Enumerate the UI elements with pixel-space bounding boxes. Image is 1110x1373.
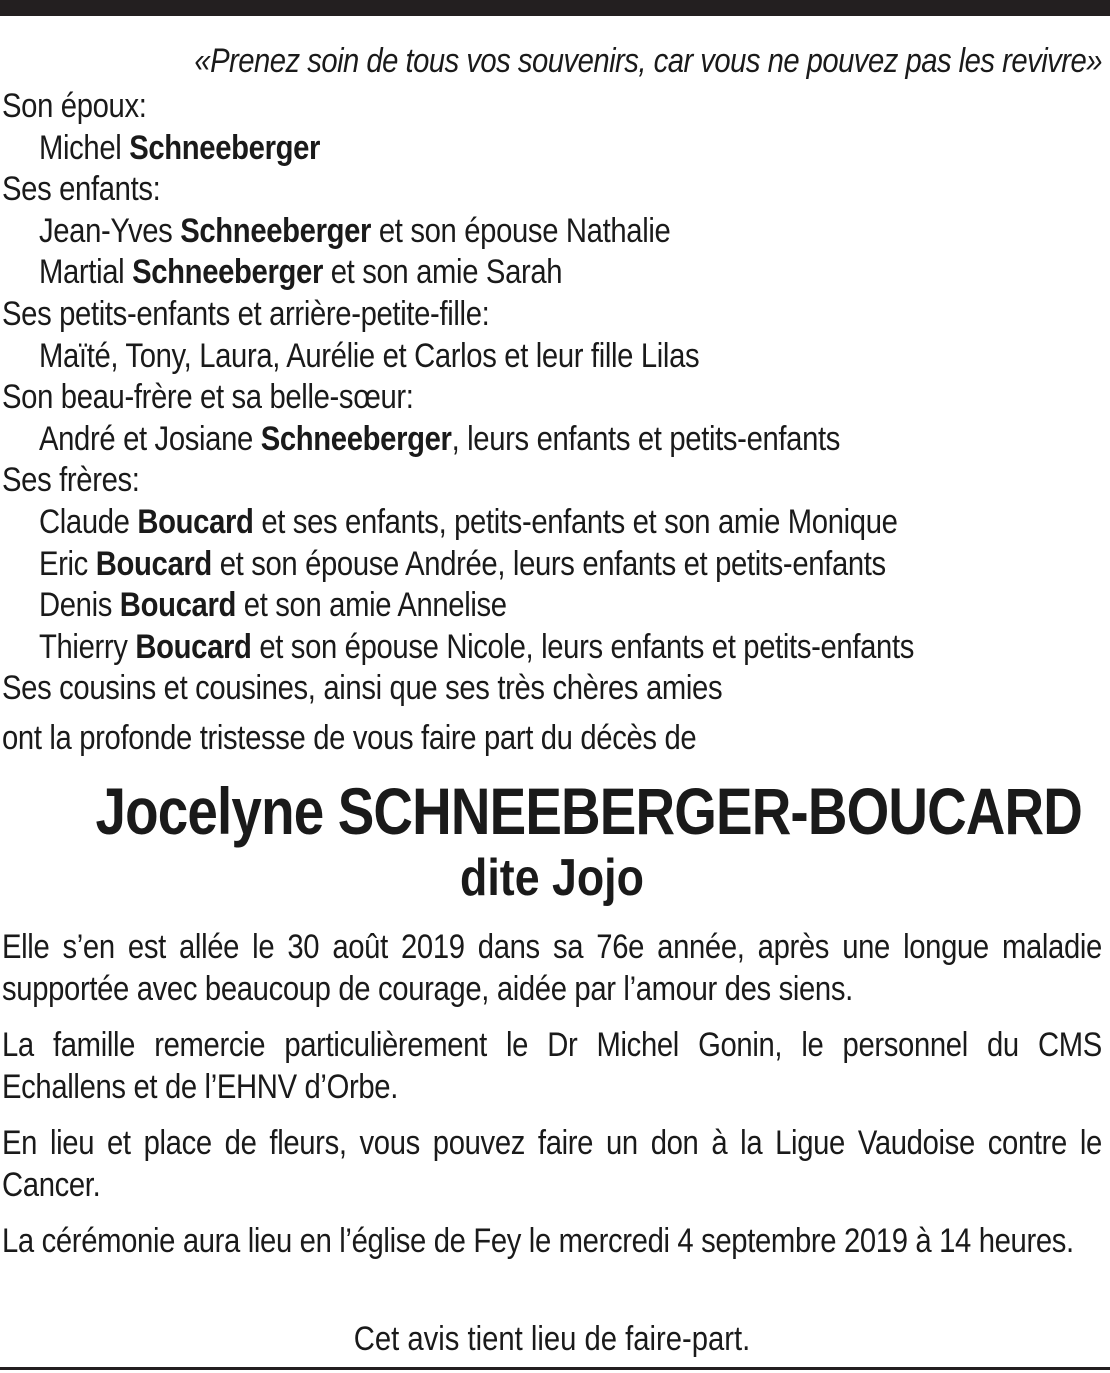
family-heading: Ses petits-enfants et arrière-petite-fille: <box>2 294 490 333</box>
family-member <box>2 128 948 170</box>
family-heading: Ses frères: <box>2 461 140 500</box>
family-heading: Son époux: <box>2 87 147 125</box>
member-first-name: Michel <box>38 128 130 167</box>
family-member <box>2 585 948 627</box>
member-surname: Schneeberger <box>129 128 321 167</box>
family-heading: Ses enfants: <box>2 170 161 209</box>
paragraph-thanks: La famille remercie particulièrement le Dr Michel Gonin, le personnel du CMS Echallens et de l’EHNV d’Orbe. <box>2 1025 1102 1106</box>
bottom-border <box>0 1367 1110 1370</box>
family-member <box>2 419 948 461</box>
epigraph-quote: «Prenez soin de tous vos souvenirs, car vous ne pouvez pas les revivre» <box>194 42 1103 80</box>
member-surname: Boucard <box>137 502 254 541</box>
top-border <box>0 0 1110 16</box>
member-first-name: Denis <box>38 586 120 625</box>
deceased-nickname: dite Jojo <box>460 848 644 907</box>
member-relation: , leurs enfants et petits-enfants <box>451 419 841 458</box>
member-relation: et son épouse Nicole, leurs enfants et petits-enfants <box>251 627 915 666</box>
member-names: Maïté, Tony, Laura, Aurélie et Carlos et leur fille Lilas <box>38 336 700 375</box>
member-first-name: Eric <box>38 544 96 583</box>
member-relation: et son amie Annelise <box>236 586 507 625</box>
member-relation: et son amie Sarah <box>322 253 563 292</box>
cousins-line: Ses cousins et cousines, ainsi que ses très chères amies <box>2 669 723 708</box>
obituary-notice <box>2 36 1102 1360</box>
member-relation: et ses enfants, petits-enfants et son amie Monique <box>253 502 898 541</box>
paragraph-passing: Elle s’en est allée le 30 août 2019 dans sa 76e année, après une longue maladie supportée avec beaucoup de courage, aidée par l’amour des siens. <box>2 927 1102 1008</box>
closing-note: Cet avis tient lieu de faire-part. <box>353 1319 751 1358</box>
member-surname: Schneeberger <box>260 419 452 458</box>
paragraph-ceremony: La cérémonie aura lieu en l’église de Fey le mercredi 4 septembre 2019 à 14 heures. <box>2 1221 1074 1260</box>
member-first-name: André et Josiane <box>38 419 261 458</box>
family-member <box>2 627 948 669</box>
announcement-line: ont la profonde tristesse de vous faire part du décès de <box>2 718 697 757</box>
family-member <box>2 336 948 378</box>
member-first-name: Thierry <box>38 627 136 666</box>
member-relation: et son épouse Andrée, leurs enfants et petits-enfants <box>211 544 886 583</box>
member-surname: Boucard <box>119 586 237 625</box>
member-relation: et son épouse Nathalie <box>371 211 671 250</box>
member-surname: Schneeberger <box>180 211 372 250</box>
member-surname: Boucard <box>135 627 252 666</box>
family-member <box>2 252 948 294</box>
member-first-name: Claude <box>38 502 138 541</box>
paragraph-donation: En lieu et place de fleurs, vous pouvez faire un don à la Ligue Vaudoise contre le Cancer. <box>2 1123 1102 1204</box>
family-heading: Son beau-frère et sa belle-sœur: <box>2 378 414 417</box>
member-surname: Schneeberger <box>132 253 323 292</box>
family-member <box>2 502 948 544</box>
family-member <box>2 211 948 253</box>
deceased-name: Jocelyne SCHNEEBERGER-BOUCARD <box>95 773 1083 848</box>
family-member <box>2 544 948 586</box>
member-surname: Boucard <box>95 544 212 583</box>
member-first-name: Martial <box>38 253 133 292</box>
member-first-name: Jean-Yves <box>38 211 181 250</box>
